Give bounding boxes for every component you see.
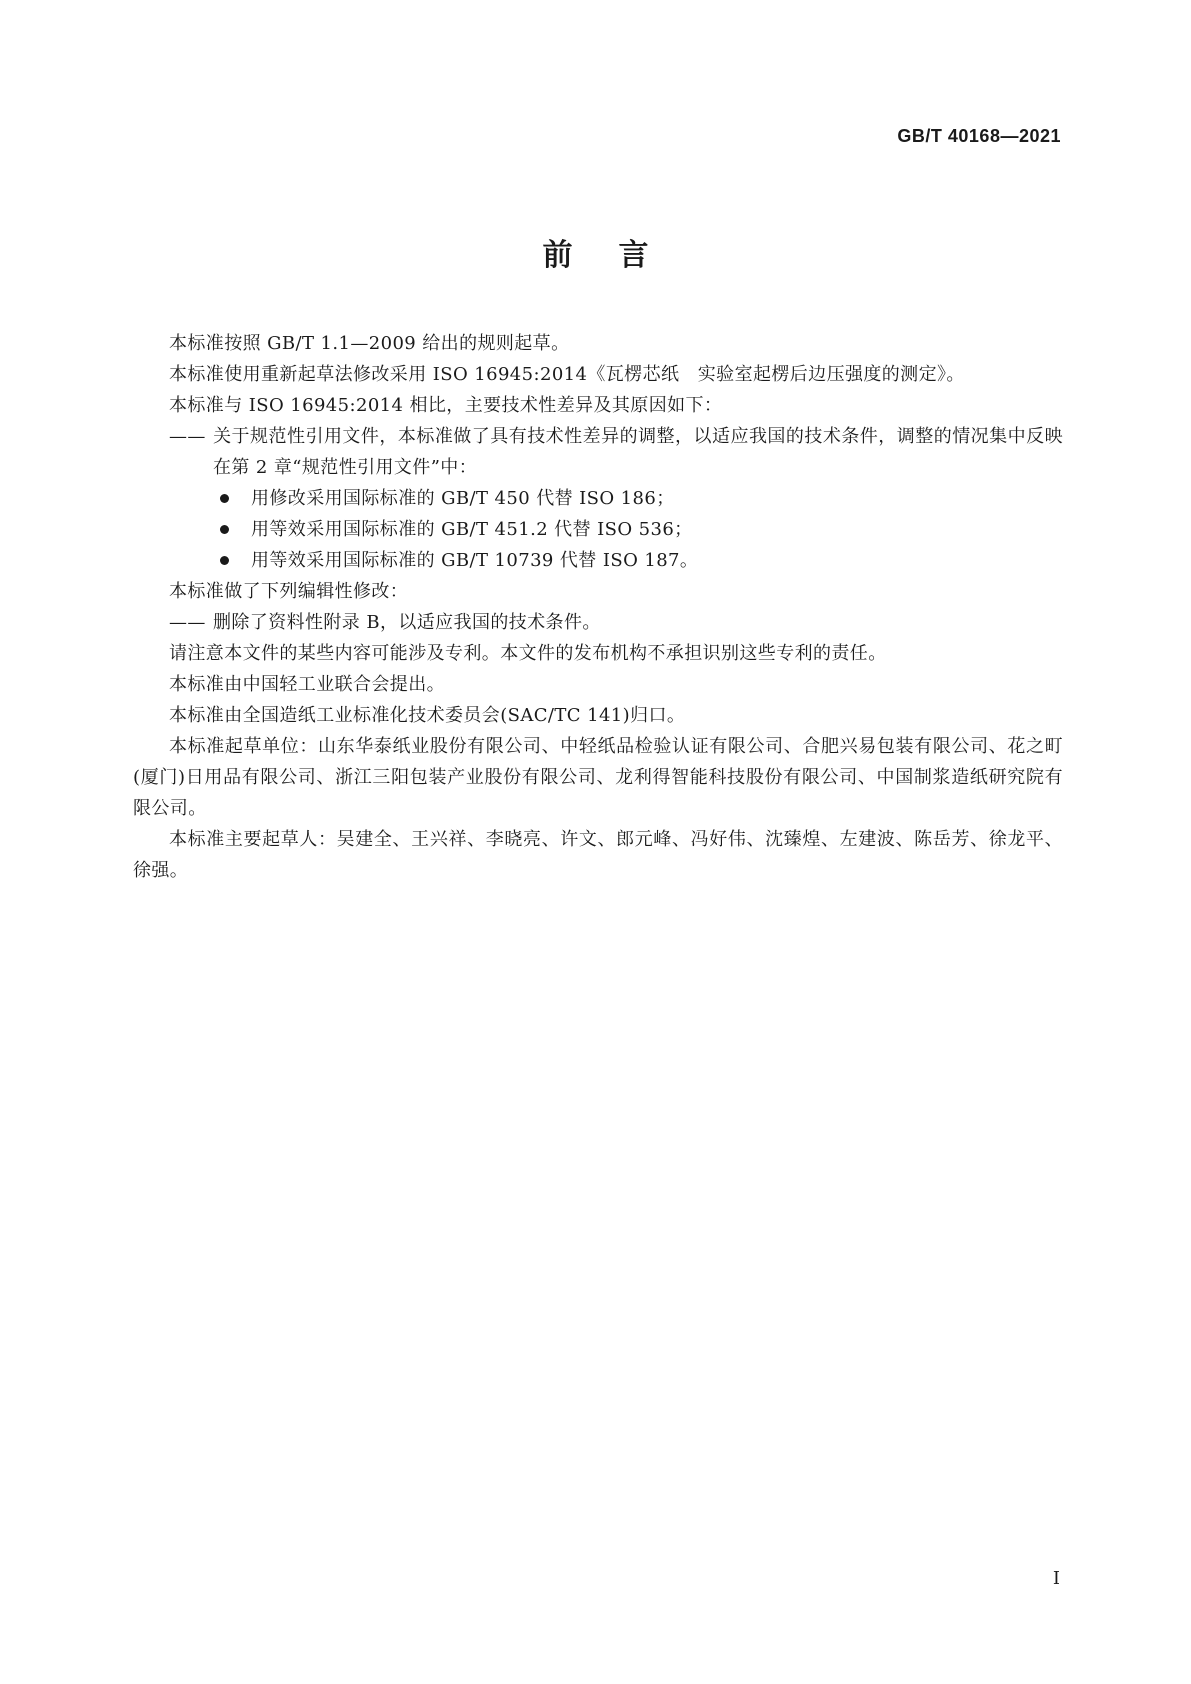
paragraph-drafters: 本标准主要起草人：吴建全、王兴祥、李晓亮、许文、郎元峰、冯好伟、沈臻煌、左建波、陈岳芳、徐龙平、徐强。 xyxy=(133,829,1063,881)
dash-symbol: —— xyxy=(169,612,206,633)
standard-number: GB/T 40168—2021 xyxy=(897,126,1061,146)
bullet-text: 用修改采用国际标准的 GB/T 450 代替 ISO 186； xyxy=(251,488,675,509)
dash-symbol: —— xyxy=(169,426,206,447)
paragraph-responsible-committee: 本标准由全国造纸工业标准化技术委员会(SAC/TC 141)归口。 xyxy=(169,705,686,726)
dash-item-annex-removed xyxy=(133,607,1063,638)
bullet-dot-icon xyxy=(220,494,229,503)
bullet-item xyxy=(133,514,1063,545)
paragraph-differences: 本标准与 ISO 16945:2014 相比，主要技术性差异及其原因如下： xyxy=(169,395,723,416)
paragraph-editorial-changes: 本标准做了下列编辑性修改： xyxy=(169,581,409,602)
paragraph-adoption: 本标准使用重新起草法修改采用 ISO 16945:2014《瓦楞芯纸 实验室起楞后边压强度的测定》。 xyxy=(169,364,965,385)
bullet-item xyxy=(133,483,1063,514)
page-title: 前言 xyxy=(542,238,695,273)
bullet-text: 用等效采用国际标准的 GB/T 10739 代替 ISO 187。 xyxy=(251,550,699,571)
foreword-body xyxy=(133,328,1063,886)
dash-item-normative-references xyxy=(133,421,1063,483)
bullet-item xyxy=(133,545,1063,576)
dash-item-text: 删除了资料性附录 B，以适应我国的技术条件。 xyxy=(213,612,601,633)
bullet-text: 用等效采用国际标准的 GB/T 451.2 代替 ISO 536； xyxy=(251,519,693,540)
paragraph-drafting-rules: 本标准按照 GB/T 1.1—2009 给出的规则起草。 xyxy=(169,333,570,354)
paragraph-drafting-organizations: 本标准起草单位：山东华泰纸业股份有限公司、中轻纸品检验认证有限公司、合肥兴易包装有限公司、花之町(厦门)日用品有限公司、浙江三阳包装产业股份有限公司、龙利得智能科技股份有限公司、中国制浆造纸研究院有限公司。 xyxy=(133,736,1063,819)
paragraph-proposed-by: 本标准由中国轻工业联合会提出。 xyxy=(169,674,445,695)
paragraph-patent-notice: 请注意本文件的某些内容可能涉及专利。本文件的发布机构不承担识别这些专利的责任。 xyxy=(169,643,887,664)
page-number: I xyxy=(1052,1568,1060,1589)
bullet-dot-icon xyxy=(220,556,229,565)
dash-item-text: 关于规范性引用文件，本标准做了具有技术性差异的调整，以适应我国的技术条件，调整的情况集中反映在第 2 章“规范性引用文件”中： xyxy=(213,426,1063,478)
bullet-dot-icon xyxy=(220,525,229,534)
